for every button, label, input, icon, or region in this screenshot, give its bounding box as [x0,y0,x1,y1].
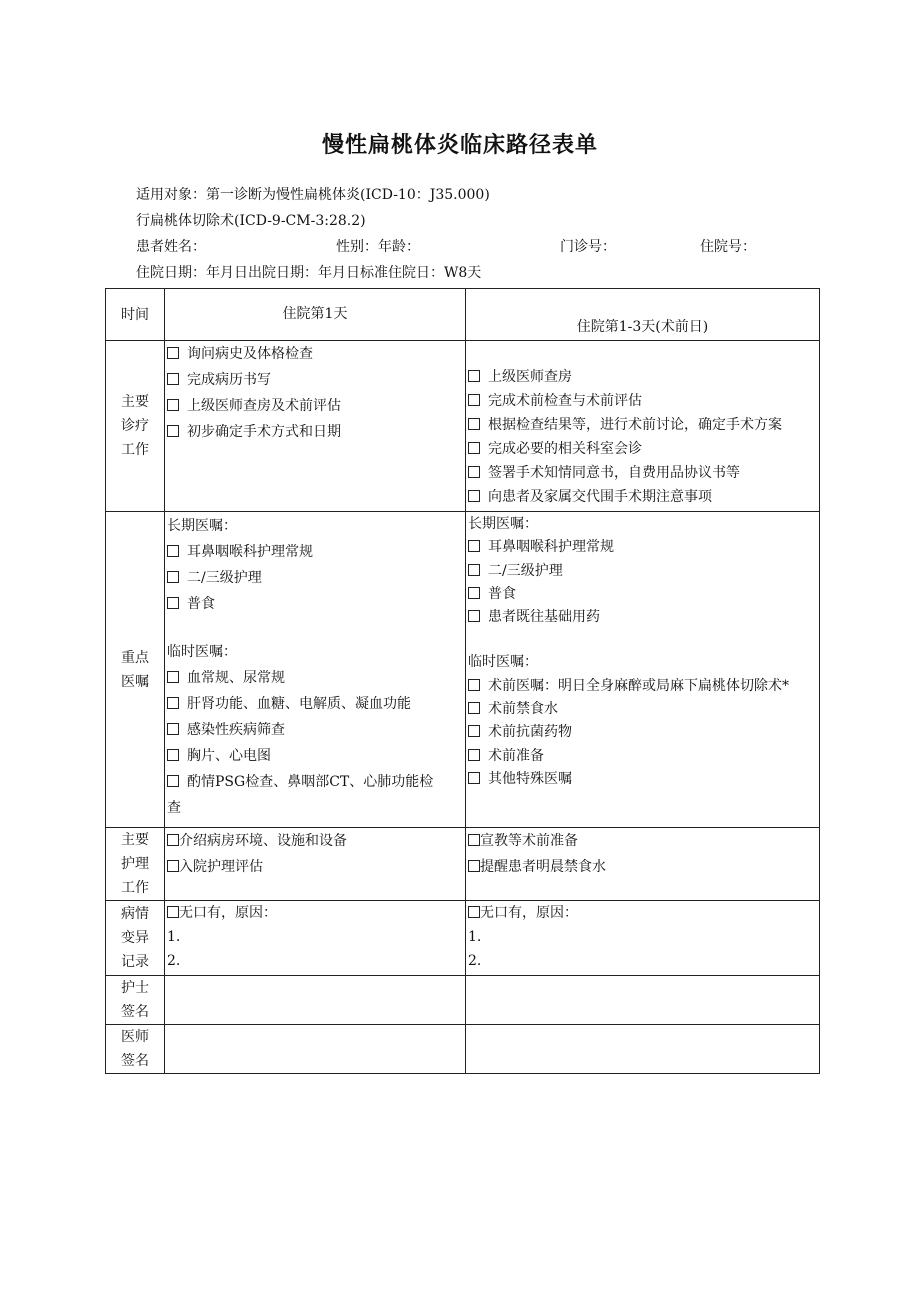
checkbox[interactable] [167,671,179,683]
checkbox[interactable] [167,723,179,735]
checkbox[interactable] [468,370,480,382]
gender-age-label: 性别：年龄： [336,239,420,255]
nursing-day1 [165,828,466,901]
checkbox[interactable] [468,860,480,872]
doctor-sign-label: 医师 签名 [106,1025,165,1074]
list-item: 签署手术知情同意书，自费用品协议书等 [468,461,817,485]
variation-reason-2: 2. [167,953,181,969]
variation-row [106,901,820,976]
header-row [106,289,820,341]
checkbox[interactable] [167,697,179,709]
list-item: 术前医嘱：明日全身麻醉或局麻下扁桃体切除术* [468,675,813,698]
checkbox[interactable] [468,834,480,846]
main-work-day1-3 [466,341,820,512]
clinical-pathway-table [105,288,820,1074]
list-item: 患者既往基础用药 [468,606,817,629]
list-item: 其他特殊医嘱 [468,768,817,791]
list-item: 完成术前检查与术前评估 [468,389,817,413]
variation-status: 无口有，原因： [167,901,463,925]
list-item: 术前抗菌药物 [468,721,817,744]
checkbox[interactable] [167,571,179,583]
checkbox[interactable] [167,373,179,385]
doctor-sign-day1[interactable] [165,1025,466,1074]
checkbox[interactable] [167,775,179,787]
checkbox[interactable] [167,545,179,557]
list-item: 血常规、尿常规 [167,665,463,691]
list-item: 询问病史及体格检查 [167,341,463,367]
temp-orders-label: 临时医嘱： [468,654,538,671]
orders-label: 重点 医嘱 [106,512,165,828]
checkbox[interactable] [468,749,480,761]
stay-dates-line: 住院日期：年月日出院日期：年月日标准住院日：W8天 [136,265,482,281]
checkbox[interactable] [468,772,480,784]
doctor-sign-row [106,1025,820,1074]
checkbox[interactable] [468,587,480,599]
list-item: 完成病历书写 [167,367,463,393]
patient-info-line [136,237,816,257]
checkbox[interactable] [468,540,480,552]
checkbox[interactable] [468,610,480,622]
list-item: 入院护理评估 [167,854,463,880]
time-header: 时间 [106,289,165,341]
list-item: 酌情PSG检查、鼻咽部CT、心肺功能检查 [167,774,434,816]
checkbox[interactable] [167,749,179,761]
list-item: 向患者及家属交代围手术期注意事项 [468,485,817,509]
checkbox[interactable] [468,442,480,454]
checkbox[interactable] [167,860,179,872]
variation-day1-3 [466,901,820,976]
main-work-day1 [165,341,466,512]
list-item: 耳鼻咽喉科护理常规 [468,536,817,559]
main-work-row [106,341,820,512]
variation-reason-2: 2. [468,953,482,969]
checkbox[interactable] [468,394,480,406]
checkbox[interactable] [468,725,480,737]
page-title: 慢性扁桃体炎临床路径表单 [321,133,598,158]
list-item: 上级医师查房及术前评估 [167,393,463,419]
applicable-object: 适用对象：第一诊断为慢性扁桃体炎(ICD-10：J35.000) [136,187,490,203]
checkbox[interactable] [468,418,480,430]
checkbox[interactable] [167,347,179,359]
variation-label: 病情 变异 记录 [106,901,165,976]
checkbox[interactable] [468,702,480,714]
variation-status: 无口有，原因： [468,901,817,925]
list-item: 耳鼻咽喉科护理常规 [167,539,463,565]
variation-reason-1: 1. [468,929,482,945]
checkbox[interactable] [468,906,480,918]
checkbox[interactable] [167,597,179,609]
temp-orders-label: 临时医嘱： [167,644,237,660]
list-item: 上级医师查房 [468,365,817,389]
checkbox[interactable] [167,399,179,411]
list-item: 介绍病房环境、设施和设备 [167,828,463,854]
long-term-orders-label: 长期医嘱： [468,516,538,532]
nursing-day1-3 [466,828,820,901]
main-work-label: 主要 诊疗 工作 [106,341,165,512]
inpatient-no-label: 住院号： [700,239,756,255]
checkbox[interactable] [468,564,480,576]
variation-reason-1: 1. [167,929,181,945]
nurse-sign-label: 护士 签名 [106,976,165,1025]
list-item: 肝肾功能、血糖、电解质、凝血功能 [167,691,463,717]
list-item: 术前禁食水 [468,698,817,721]
outpatient-no-label: 门诊号： [560,239,616,255]
list-item: 二/三级护理 [468,560,817,583]
list-item: 初步确定手术方式和日期 [167,419,463,445]
list-item: 普食 [468,583,817,606]
checkbox[interactable] [167,425,179,437]
patient-name-label: 患者姓名： [136,239,206,255]
list-item: 胸片、心电图 [167,743,463,769]
list-item: 根据检查结果等，进行术前讨论，确定手术方案 [468,413,817,437]
list-item: 二/三级护理 [167,565,463,591]
checkbox[interactable] [468,466,480,478]
checkbox[interactable] [468,490,480,502]
surgery-code: 行扁桃体切除术(ICD-9-CM-3:28.2) [136,213,366,229]
orders-day1 [165,512,466,828]
list-item: 宣教等术前准备 [468,828,817,854]
nurse-sign-row [106,976,820,1025]
orders-row [106,512,820,828]
nurse-sign-day1-3[interactable] [466,976,820,1025]
checkbox[interactable] [468,679,480,691]
list-item: 术前准备 [468,745,817,768]
list-item: 完成必要的相关科室会诊 [468,437,817,461]
list-item: 感染性疾病筛查 [167,717,463,743]
nursing-label: 主要 护理 工作 [106,828,165,901]
doctor-sign-day1-3[interactable] [466,1025,820,1074]
nurse-sign-day1[interactable] [165,976,466,1025]
list-item: 提醒患者明晨禁食水 [468,854,817,880]
checkbox[interactable] [167,906,179,918]
list-item: 普食 [167,591,463,617]
long-term-orders-label: 长期医嘱： [167,518,237,534]
orders-day1-3 [466,512,820,828]
nursing-row [106,828,820,901]
variation-day1 [165,901,466,976]
day1-3-header: 住院第1-3天(术前日) [466,289,820,341]
checkbox[interactable] [167,834,179,846]
day1-header: 住院第1天 [165,289,466,341]
